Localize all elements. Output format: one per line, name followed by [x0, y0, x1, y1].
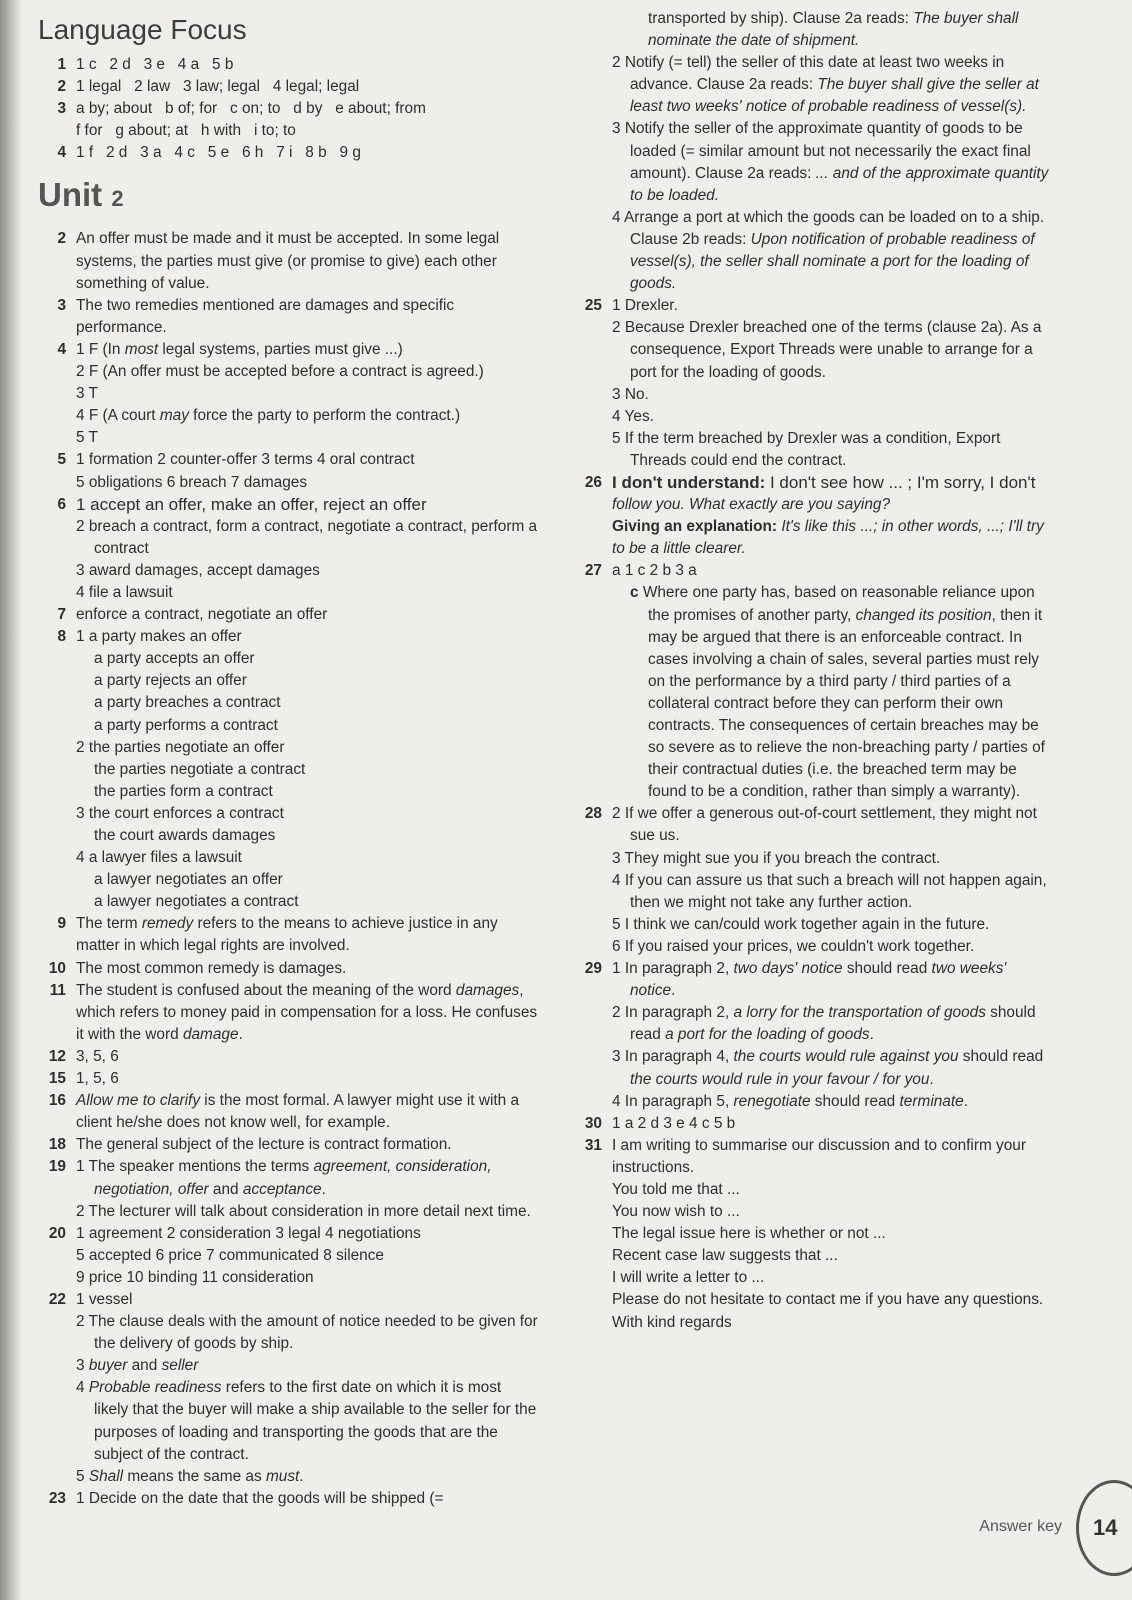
- footer-answer-key: Answer key: [979, 1518, 1062, 1535]
- answer-23: 23 1 Decide on the date that the goods will be shipped (=: [48, 1489, 444, 1507]
- answer-5: 5 1 formation 2 counter-offer 3 terms 4 oral contract 5 obligations 6 breach 7 damages: [57, 451, 415, 491]
- language-focus-answer: f for g about; at h with i to; to: [76, 122, 296, 140]
- answer-11: 11 The student is confused about the meaning of the word damages, which refers to money paid in compensation for a loss. He confuses it with the word damage.: [49, 981, 538, 1043]
- answer-23-continued: transported by ship). Clause 2a reads: The buyer shall nominate the date of shipment. 2 Notify (= tell) the seller of this date at least two weeks in advance. Clause 2a reads: The buyer shall give the seller at least two weeks' notice of probable readiness of vessel(s). 3 Notify the seller of the approximate quantity of goods to be loaded (= similar amount but not necessarily the exact final amount). Clause 2a reads: ... and of the approximate quantity to be loaded. 4 Arrange a port at which the goods can be loaded on to a ship. Clause 2b reads: Upon notification of probable readiness of vessel(s), the seller shall nominate a port for the loading of goods.: [612, 10, 1049, 293]
- answer-22: 22 1 vessel 2 The clause deals with the amount of notice needed to be given for the delivery of goods by ship. 3 buyer and seller 4 Probable readiness refers to the first date on which it is most likely that the buyer will make a ship available to the seller for the purposes of loading and transporting the goods that are the subject of the contract. 5 Shall means the same as must.: [48, 1290, 538, 1485]
- answer-10: 10 The most common remedy is damages.: [48, 959, 347, 977]
- answer-26: 26 I don't understand: I don't see how ... ; I'm sorry, I don't follow you. What exactly are you saying? Giving an explanation: It's like this ...; in other words, ...; I'll try to be a little clearer.: [584, 472, 1044, 558]
- language-focus-answer: 3 a by; about b of; for c on; to d by e about; from: [57, 100, 426, 118]
- language-focus-answer: 4 1 f 2 d 3 a 4 c 5 e 6 h 7 i 8 b 9 g: [57, 144, 361, 162]
- answer-16: 16 Allow me to clarify is the most formal. A lawyer might use it with a client he/she does not know well, for example.: [48, 1092, 520, 1132]
- answer-19: 19 1 The speaker mentions the terms agreement, consideration, negotiation, offer and acceptance. 2 The lecturer will talk about consideration in more detail next time.: [48, 1158, 531, 1220]
- section-title-language-focus: Language Focus: [38, 14, 247, 45]
- answer-15: 15 1, 5, 6: [48, 1070, 119, 1088]
- left-column: [38, 0, 538, 1510]
- right-column: [574, 8, 1052, 1334]
- language-focus-answers: [38, 54, 538, 164]
- answer-30: 30 1 a 2 d 3 e 4 c 5 b: [584, 1114, 736, 1132]
- language-focus-answer: 2 1 legal 2 law 3 law; legal 4 legal; legal: [57, 78, 360, 96]
- section-title-unit: Unit 2: [38, 176, 124, 214]
- answer-25: 25 1 Drexler. 2 Because Drexler breached one of the terms (clause 2a). As a consequence, Export Threads were unable to arrange for a port for the loading of goods. 3 No. 4 Yes. 5 If the term breached by Drexler was a condition, Export Threads could end the contract.: [584, 297, 1042, 469]
- answer-4: 4 1 F (In most legal systems, parties must give ...) 2 F (An offer must be accepted before a contract is agreed.) 3 T 4 F (A court may force the party to perform the contract.) 5 T: [57, 340, 484, 447]
- answer-20: 20 1 agreement 2 consideration 3 legal 4 negotiations 5 accepted 6 price 7 communicated 8 silence 9 price 10 binding 11 consideration: [48, 1224, 421, 1286]
- page-number: 14: [1076, 1480, 1132, 1576]
- answer-2: 2 An offer must be made and it must be accepted. In some legal systems, the parties must give (or promise to give) each other something of value.: [57, 230, 500, 292]
- answer-18: 18 The general subject of the lecture is contract formation.: [48, 1136, 452, 1154]
- answer-28: 28 2 If we offer a generous out-of-court settlement, they might not sue us. 3 They might sue you if you breach the contract. 4 If you can assure us that such a breach will not happen again, then we might not take any further action. 5 I think we can/could work together again in the future. 6 If you raised your prices, we couldn't work together.: [584, 805, 1047, 955]
- answer-27: 27 a 1 c 2 b 3 a c Where one party has, based on reasonable reliance upon the promises of another party, changed its position, then it may be argued that there is an enforceable contract. In cases involving a chain of sales, several parties must rely on the performance by a third party / third parties of a collateral contract before they can perform their own contracts. The consequences of certain breaches may be so severe as to relieve the non-breaching party / parties of their contractual duties (i.e. the breached term may be found to be a condition, rather than simply a warranty).: [584, 562, 1045, 801]
- page-binding-shadow: [0, 0, 22, 1600]
- answer-8: 8 1 a party makes an offer a party accepts an offer a party rejects an offer a party breaches a contract a party performs a contract 2 the parties negotiate an offer the parties negotiate a contract the parties form a contract 3 the court enforces a contract the court awards damages 4 a lawyer files a lawsuit a lawyer negotiates an offer a lawyer negotiates a contract: [57, 628, 306, 911]
- answer-12: 12 3, 5, 6: [48, 1047, 119, 1065]
- answer-3: 3 The two remedies mentioned are damages and specific performance.: [57, 296, 455, 336]
- answer-31: 31 I am writing to summarise our discussion and to confirm your instructions. You told me that ... You now wish to ... The legal issue here is whether or not ... Recent case law suggests that ... I will write a letter to ... Please do not hesitate to contact me if you have any questions. With kind regards: [584, 1136, 1044, 1331]
- language-focus-answer: 1 1 c 2 d 3 e 4 a 5 b: [57, 56, 234, 73]
- answer-6: 6 1 accept an offer, make an offer, reject an offer 2 breach a contract, form a contract, negotiate a contract, perform a contract 3 award damages, accept damages 4 file a lawsuit: [57, 494, 538, 601]
- answer-29: 29 1 In paragraph 2, two days' notice should read two weeks' notice. 2 In paragraph 2, a lorry for the transportation of goods should read a port for the loading of goods. 3 In paragraph 4, the courts would rule against you should read the courts would rule in your favour / for you. 4 In paragraph 5, renegotiate should read terminate.: [584, 960, 1044, 1110]
- answer-9: 9 The term remedy refers to the means to achieve justice in any matter in which legal rights are involved.: [57, 915, 498, 955]
- answer-7: 7 enforce a contract, negotiate an offer: [57, 606, 328, 624]
